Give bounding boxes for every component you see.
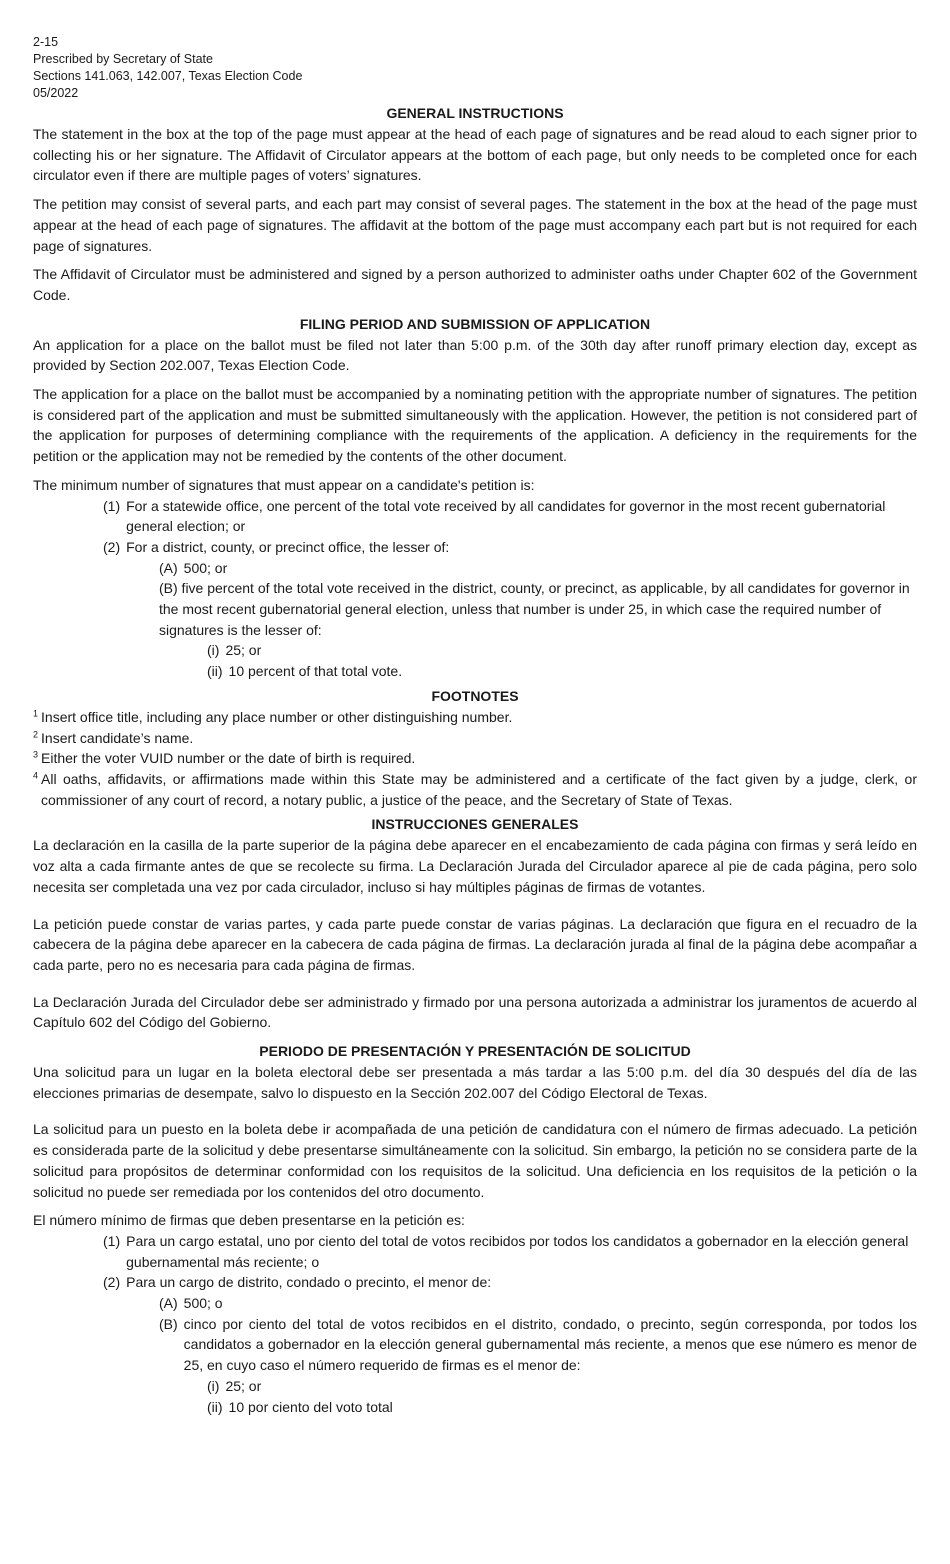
list-item [33,1231,917,1272]
footnote-number: 4 [33,770,39,781]
footnote-number: 1 [33,708,39,719]
form-date: 05/2022 [33,86,79,100]
list-item-text: Para un cargo de distrito, condado o precinto, el menor de: [126,1274,492,1291]
list-item [33,1272,917,1293]
filing-paragraph-1: An application for a place on the ballot must be filed not later than 5:00 p.m. of the 30th day after runoff primary election day, except as provided by Section 202.007, Texas Election Code. [33,336,917,374]
list-marker: (A) [159,1295,178,1312]
list-item [33,1397,917,1418]
list-item [33,1314,917,1376]
periodo-presentacion-heading: PERIODO DE PRESENTACIÓN Y PRESENTACIÓN DE SOLICITUD [259,1043,691,1060]
list-item-text: 500; or [183,559,228,576]
footnote-text: All oaths, affidavits, or affirmations made within this State may be administered and a certificate of the fact given by a judge, clerk, or commissioner of any court of record, a notary public, a justice of the peace, and the Secretary of State of Texas. [41,770,917,808]
list-item-text: 10 por ciento del voto total [228,1398,393,1415]
general-paragraph-2: The petition may consist of several parts, and each part may consist of several pages. The statement in the box at the head of the page must appear at the head of each page of signatures. The affidavit at the bottom of the page must accompany each part but is not required for each page of signatures. [33,196,917,254]
form-header [33,34,917,102]
footnote-text: Insert candidate’s name. [41,729,194,746]
generales-paragraph-3: La Declaración Jurada del Circulador debe ser administrado y firmado por una persona autorizada a administrar los juramentos de acuerdo al Capítulo 602 del Código del Gobierno. [33,993,917,1031]
footnote-4 [33,769,917,810]
list-marker: (B) [159,1315,178,1332]
list-item [33,1293,917,1314]
list-item [33,496,917,537]
footnote-1 [33,707,917,728]
filing-paragraph-2: The application for a place on the ballot must be accompanied by a nominating petition with the appropriate number of signatures. The petition is considered part of the application and must be submitted simultaneously with the application. However, the petition is not considered part of the application for purposes of determining compliance with the requirements of the application. A deficiency in the requirements for the petition or the application may not be remedied by the contents of the other document. [33,386,917,465]
footnotes-list [33,707,917,811]
prescribed-by: Prescribed by Secretary of State [33,52,213,66]
list-item-text: 10 percent of that total vote. [228,663,403,680]
footnote-number: 2 [33,728,39,739]
general-instructions-heading: GENERAL INSTRUCTIONS [386,105,564,121]
list-marker: (2) [103,1274,121,1291]
list-item-text: Para un cargo estatal, uno por ciento del total de votos recibidos por todos los candidatos a gobernador en la elección general gubernamental más reciente; o [126,1232,909,1270]
periodo-paragraph-2: La solicitud para un puesto en la boleta debe ir acompañada de una petición de candidatura con el número de firmas adecuado. La petición es considerada parte de la solicitud y debe presentarse simultáneamente con la solicitud. Sin embargo, la petición no se considera parte de la solicitud para propósitos de determinar conformidad con los requisitos de la solicitud. Una deficiencia en los requisitos de la petición o la solicitud no puede ser remediada por los contenidos del otro documento. [33,1121,917,1200]
list-marker: (i) [207,642,220,659]
list-item [33,578,917,640]
list-item-text: 25; or [225,642,262,659]
footnote-2 [33,728,917,749]
form-number: 2-15 [33,35,59,49]
list-item-text: For a district, county, or precinct office, the lesser of: [126,538,450,555]
footnote-number: 3 [33,749,39,760]
general-paragraph-1: The statement in the box at the top of the page must appear at the head of each page of signatures and be read aloud to each signer prior to collecting his or her signature. The Affidavit of Circulator appears at the bottom of each page, but only needs to be completed once for each circulator even if there are multiple pages of voters’ signatures. [33,126,917,184]
list-marker: (1) [103,497,121,514]
generales-paragraph-2: La petición puede constar de varias partes, y cada parte puede constar de varias páginas. La declaración que figura en el recuadro de la cabecera de la página debe aparecer en la cabecera de cada página de firmas. La declaración jurada al final de la página debe acompañar a cada parte, pero no es necesaria para cada página de firmas. [33,915,917,973]
list-item-text: cinco por ciento del total de votos recibidos en el distrito, condado, o precinto, según corresponda, por todos los candidatos a gobernador en la elección general gubernamental más reciente, a menos que ese número es menor de 25, en cuyo caso el número requerido de firmas es el menor de: [183,1315,917,1374]
general-paragraph-3: The Affidavit of Circulator must be administered and signed by a person authorized to administer oaths under Chapter 602 of the Government Code. [33,266,917,303]
firmas-minimas-intro: El número mínimo de firmas que deben presentarse en la petición es: [33,1212,465,1229]
list-item [33,558,917,579]
code-sections: Sections 141.063, 142.007, Texas Election Code [33,69,303,83]
list-item [33,537,917,558]
footnotes-heading: FOOTNOTES [431,687,519,704]
periodo-paragraph-1: Una solicitud para un lugar en la boleta electoral debe ser presentada a más tardar a las 5:00 p.m. del día 30 después del día de las elecciones primarias de desempate, salvo lo dispuesto en la Sección 202.007 del Código Electoral de Texas. [33,1064,917,1101]
filing-period-heading: FILING PERIOD AND SUBMISSION OF APPLICATION [299,315,651,332]
instrucciones-generales-heading: INSTRUCCIONES GENERALES [371,816,579,833]
footnote-text: Either the voter VUID number or the date of birth is required. [41,750,416,767]
list-item [33,661,917,682]
footnote-text: Insert office title, including any place number or other distinguishing number. [41,708,513,725]
footnote-3 [33,748,917,769]
list-marker: (ii) [207,663,223,680]
generales-paragraph-1: La declaración en la casilla de la parte superior de la página debe aparecer en el encabezamiento de cada página con firmas y será leído en voz alta a cada firmante antes de que se recolecte su firma. La Declaración Jurada del Circulador aparece al pie de cada página, pero solo necesita ser completada una vez por cada circulador, incluso si hay múltiples páginas de firmas de votantes. [33,837,917,895]
list-item-text: 25; or [225,1377,262,1394]
list-item [33,1376,917,1397]
minimum-signatures-list [33,496,917,682]
list-item-text: For a statewide office, one percent of the total vote received by all candidates for governor in the most recent gubernatorial general election; or [126,497,886,535]
firmas-minimas-list [33,1231,917,1417]
minimum-signatures-intro: The minimum number of signatures that must appear on a candidate's petition is: [33,476,535,493]
list-marker: (2) [103,538,121,555]
list-item-text: (B) five percent of the total vote received in the district, county, or precinct, as applicable, by all candidates for governor in the most recent gubernatorial general election, unless that number is under 25, in which case the required number of signatures is the lesser of: [159,580,910,638]
list-item-text: 500; o [183,1295,223,1312]
list-marker: (1) [103,1232,121,1249]
list-marker: (A) [159,559,178,576]
list-marker: (i) [207,1377,220,1394]
list-marker: (ii) [207,1398,223,1415]
list-item [33,640,917,661]
